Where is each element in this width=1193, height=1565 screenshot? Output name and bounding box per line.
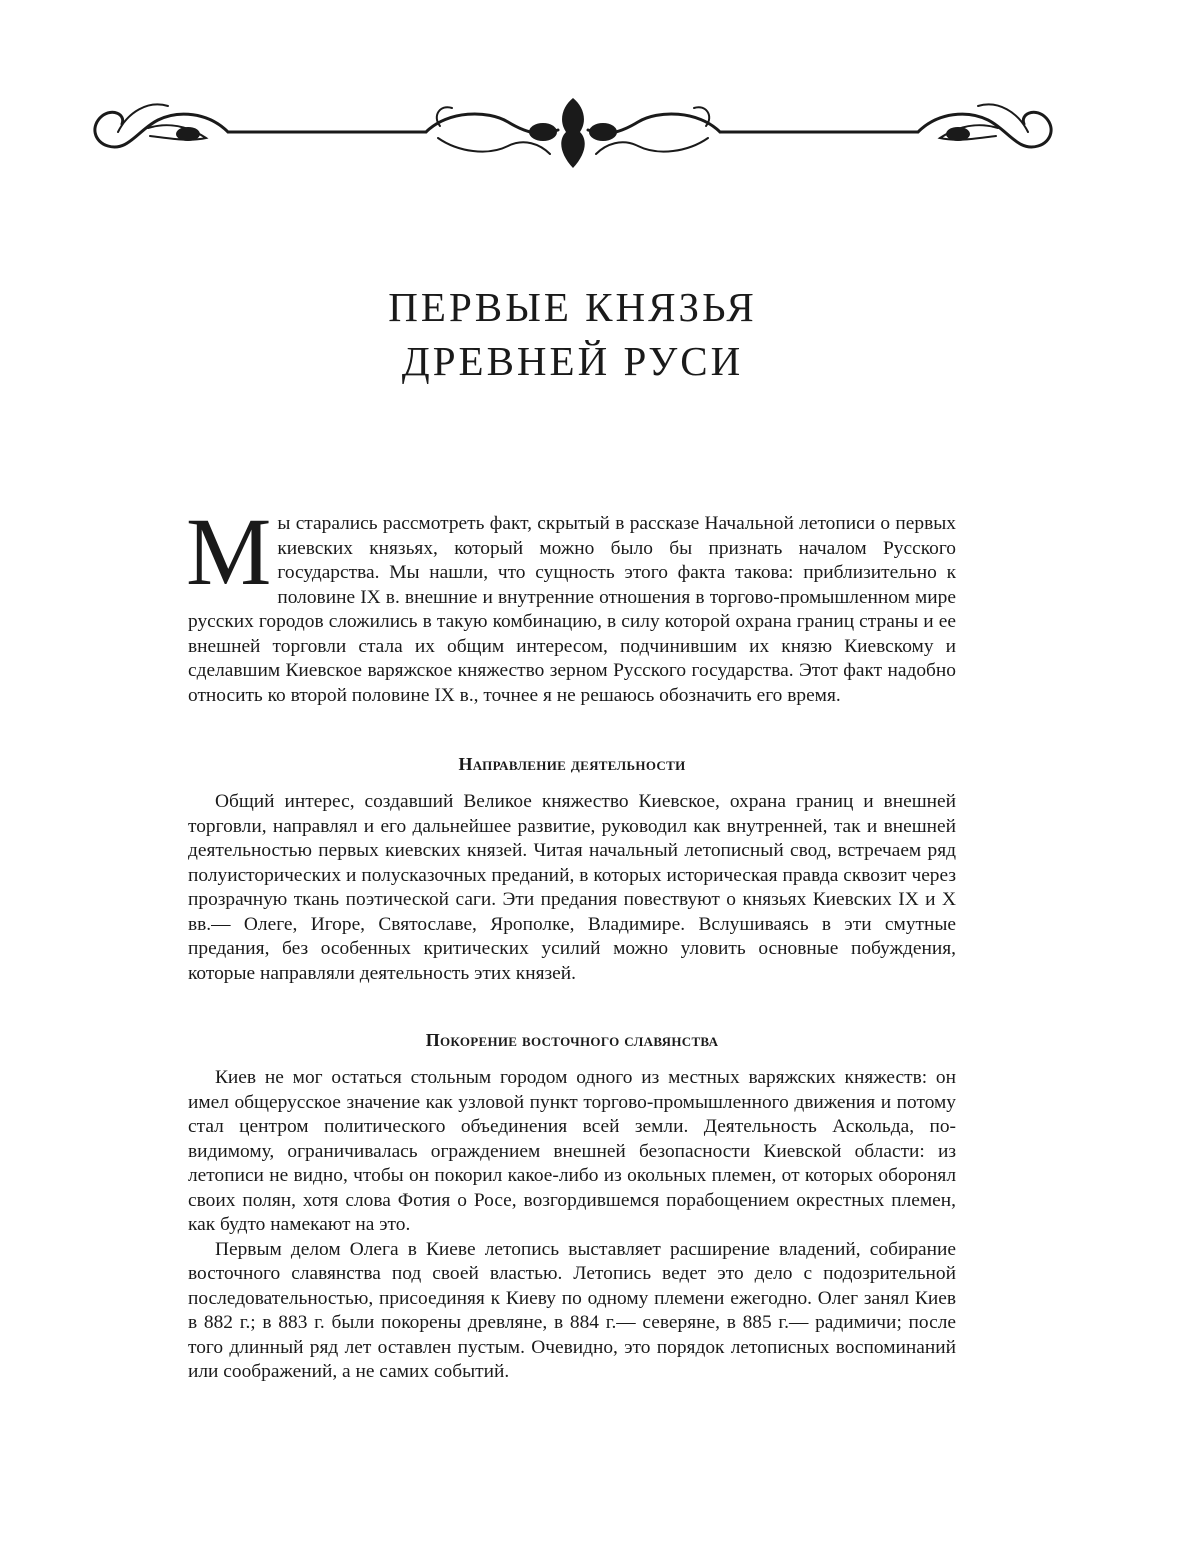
section2-paragraph-1: Киев не мог остаться стольным городом одного из местных варяжских княжеств: он имел общерусское значение как узловой пункт торгово-промышленного движения и потому стал центром политического объединения всей земли. Деятельность Аскольда, по-видимому, ограничивалась ограждением внешней безопасности Киевской области: из летописи не видно, чтобы он покорил какое-либо из окольных племен, от которых оборонял своих полян, хотя слова Фотия о Росе, возгордившемся порабощением окрестных племен, как будто намекают на это. <box>188 1067 956 1235</box>
intro-text: ы старались рассмотреть факт, скрытый в рассказе Начальной летописи о первых киевских князьях, который можно было бы признать началом Русского государства. Мы нашли, что сущность этого факта такова: приблизительно к половине IX в. внешние и внутренние отношения в торгово-промышленном мире русских городов сложились в такую комбинацию, в силу которой охрана границ страны и ее внешней торговли стала их общим интересом, подчинившим их князю Киевскому и сделавшим Киевское варяжское княжество зерном Русского государства. Этот факт надобно относить ко второй половине IX в., точнее я не решаюсь обозначить его время. <box>188 513 956 706</box>
section1-paragraph: Общий интерес, создавший Великое княжество Киевское, охрана границ и внешней торговли, направлял и его дальнейшее развитие, руководил как внутренней, так и внешней деятельностью первых киевских князей. Читая начальный летописный свод, встречаем ряд полуисторических и полусказочных преданий, в которых историческая правда сквозит через прозрачную ткань поэтической саги. Эти предания повествуют о князьях Киевских IX и X вв.— Олеге, Игоре, Святославе, Ярополке, Владимире. Вслушиваясь в эти смутные предания, без особенных критических усилий можно уловить основные побуждения, которые направляли деятельность этих князей. <box>188 791 956 984</box>
section-heading-direction: Направление деятельности <box>458 754 686 774</box>
intro-paragraph <box>186 498 956 708</box>
chapter-title <box>0 280 1145 388</box>
section2-paragraph-2: Первым делом Олега в Киеве летопись выставляет расширение владений, собирание восточного славянства под своей властью. Летопись ведет это дело с подозрительной последовательностью, присоединяя к Киеву по одному племени ежегодно. Олег занял Киев в 882 г.; в 883 г. были покорены древляне, в 884 г.— северяне, в 885 г.— радимичи; после того длинный ряд лет оставлен пустым. Очевидно, это порядок летописных воспоминаний или соображений, а не самих событий. <box>188 1238 956 1382</box>
drop-cap-letter: М <box>186 498 272 605</box>
section-heading-conquest: Покорение восточного славянства <box>425 1030 719 1050</box>
decorative-header-ornament <box>88 92 1058 174</box>
chapter-title-line2: ДРЕВНЕЙ РУСИ <box>401 338 744 384</box>
chapter-title-line1: ПЕРВЫЕ КНЯЗЬЯ <box>388 284 757 330</box>
chapter-body <box>186 498 956 1385</box>
